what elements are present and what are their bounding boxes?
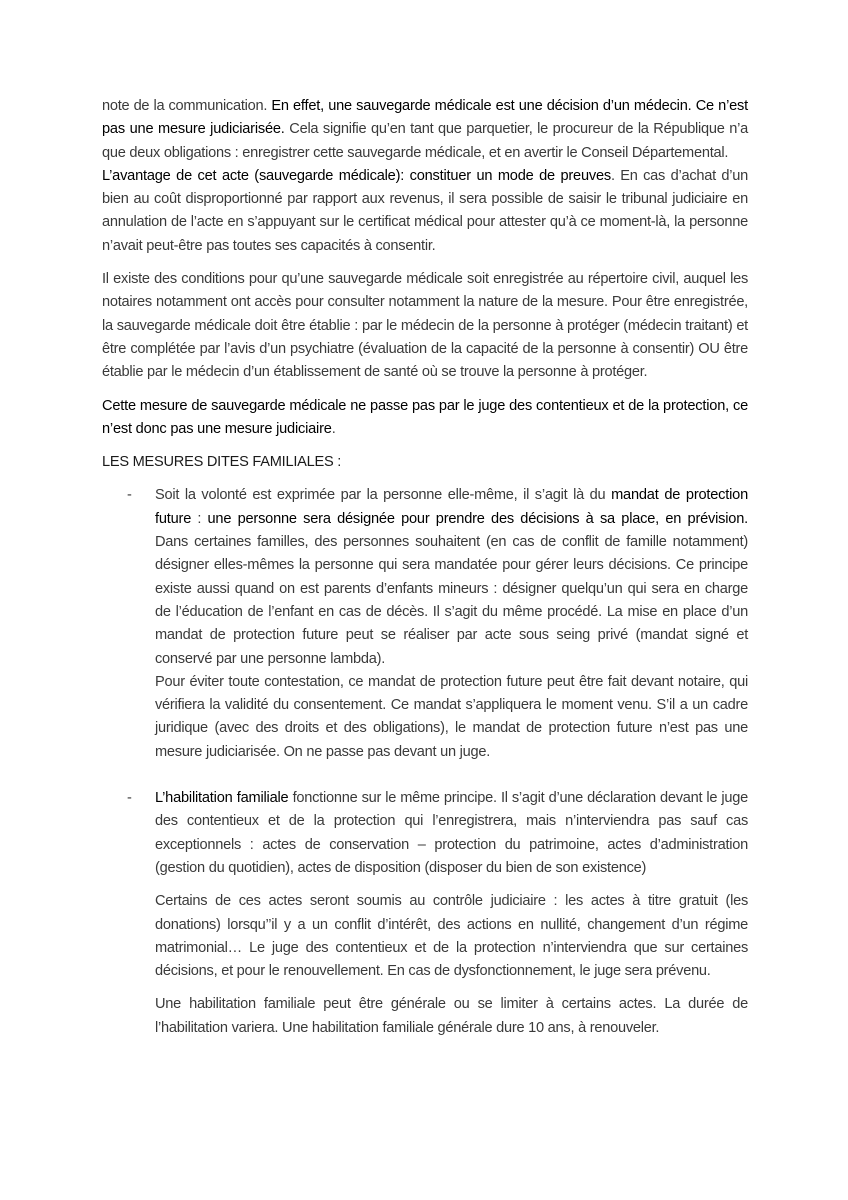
paragraph-text: Soit la volonté est exprimée par la personne elle-même, il s’agit là du (155, 487, 612, 504)
emphasis-text: L’habilitation familiale (155, 790, 289, 807)
list-item-paragraph: Une habilitation familiale peut être générale ou se limiter à certains actes. La durée de l’habilitation variera. Une habilitation familiale générale dure 10 ans, à renouveler. (155, 996, 748, 1036)
emphasis-text: En effet, une sauvegarde médicale est une décision d’un médecin. Ce n’est pas une mesure judiciarisée. (102, 98, 748, 138)
bullet-dash-icon: - (127, 487, 132, 504)
list-item-paragraph: Pour éviter toute contestation, ce mandat de protection future peut être fait devant notaire, qui vérifiera la validité du consentement. Ce mandat s’appliquera le moment venu. S’il a un cadre juridique (avec des droits et des obligations), le mandat de protection future n’est pas une mesure judiciarisée. On ne passe pas devant un juge. (155, 673, 748, 760)
emphasis-text: L’avantage de cet acte (sauvegarde médicale): constituer un mode de preuves (102, 167, 611, 184)
emphasis-text: mandat de protection future (155, 487, 749, 527)
emphasis-text: Cette mesure de sauvegarde médicale ne passe pas par le juge des contentieux et de la protection, ce n’est donc pas une mesure judiciaire (102, 397, 748, 437)
bullet-dash-icon: - (127, 790, 132, 807)
paragraph-text: . (331, 420, 336, 437)
list-item-paragraph (155, 787, 748, 880)
paragraph-text: Cela signifie qu’en tant que parquetier, le procureur de la République n’a que deux obligations : enregistrer cette sauvegarde médicale, et en avertir le Conseil Départemental. (102, 121, 748, 161)
list-item-habilitation (102, 787, 748, 1040)
document-page (102, 95, 748, 1040)
spacer (102, 764, 748, 787)
list-item-paragraph (155, 484, 748, 670)
paragraph-text: note de la communication. (102, 98, 272, 114)
paragraph-text: Dans certaines familles, des personnes souhaitent (en cas de conflit de famille notamment) désigner elles-mêmes la personne qui sera mandatée pour gérer leurs décisions. Ce principe existe aussi quand on est parents d’enfants mineurs : désigner quelqu’un qui sera en charge de l’éducation de l’enfant en cas de décès. Il s’agit du même procédé. La mise en place d’un mandat de protection future peut se réaliser par acte sous seing privé (mandat signé et conservé par une personne lambda). (155, 534, 748, 667)
paragraph-sauvegarde-decision (102, 95, 748, 165)
paragraph-conditions: Il existe des conditions pour qu’une sauvegarde médicale soit enregistrée au répertoire civil, auquel les notaires notamment ont accès pour consulter notamment la nature de la mesure. Pour être enregistrée, la sauvegarde médicale doit être établie : par le médecin de la personne à protéger (médecin traitant) et être complétée par l’avis d’un psychiatre (évaluation de la capacité de la personne à consentir) OU être établie par le médecin d’un établissement de santé où se trouve la personne à protéger. (102, 271, 748, 381)
paragraph-text: : (191, 510, 208, 527)
list-item-mandat (102, 484, 748, 764)
emphasis-text: une personne sera désignée pour prendre des décisions à sa place, en prévision. (207, 510, 748, 527)
paragraph-avantage (102, 165, 748, 258)
paragraph-text: . En cas d’achat d’un bien au coût disproportionné par rapport aux revenus, il sera possible de saisir le tribunal judiciaire en annulation de l’acte en s’appuyant sur le certificat médical pour attester qu’à ce moment-là, la personne n’avait peut-être pas toutes ses capacités à consentir. (102, 167, 748, 254)
section-heading: LES MESURES DITES FAMILIALES : (102, 454, 342, 471)
paragraph-text: fonctionne sur le même principe. Il s’agit d’une déclaration devant le juge des contentieux et de la protection qui l’enregistrera, mais n’interviendra pas sauf cas exceptionnels : actes de conservation – protection du patrimoine, actes d’administration (gestion du quotidien), actes de disposition (disposer du bien de son existence) (155, 790, 748, 876)
list-item-paragraph: Certains de ces actes seront soumis au contrôle judiciaire : les actes à titre gratuit (les donations) lorsqu’’il y a un conflit d’intérêt, des actions en nullité, changement d’un régime matrimonial… Le juge des contentieux et de la protection n’interviendra que sur certaines décisions, et pour le renouvellement. En cas de dysfonctionnement, le juge sera prévenu. (155, 893, 748, 980)
paragraph-pas-judiciaire (102, 395, 748, 442)
